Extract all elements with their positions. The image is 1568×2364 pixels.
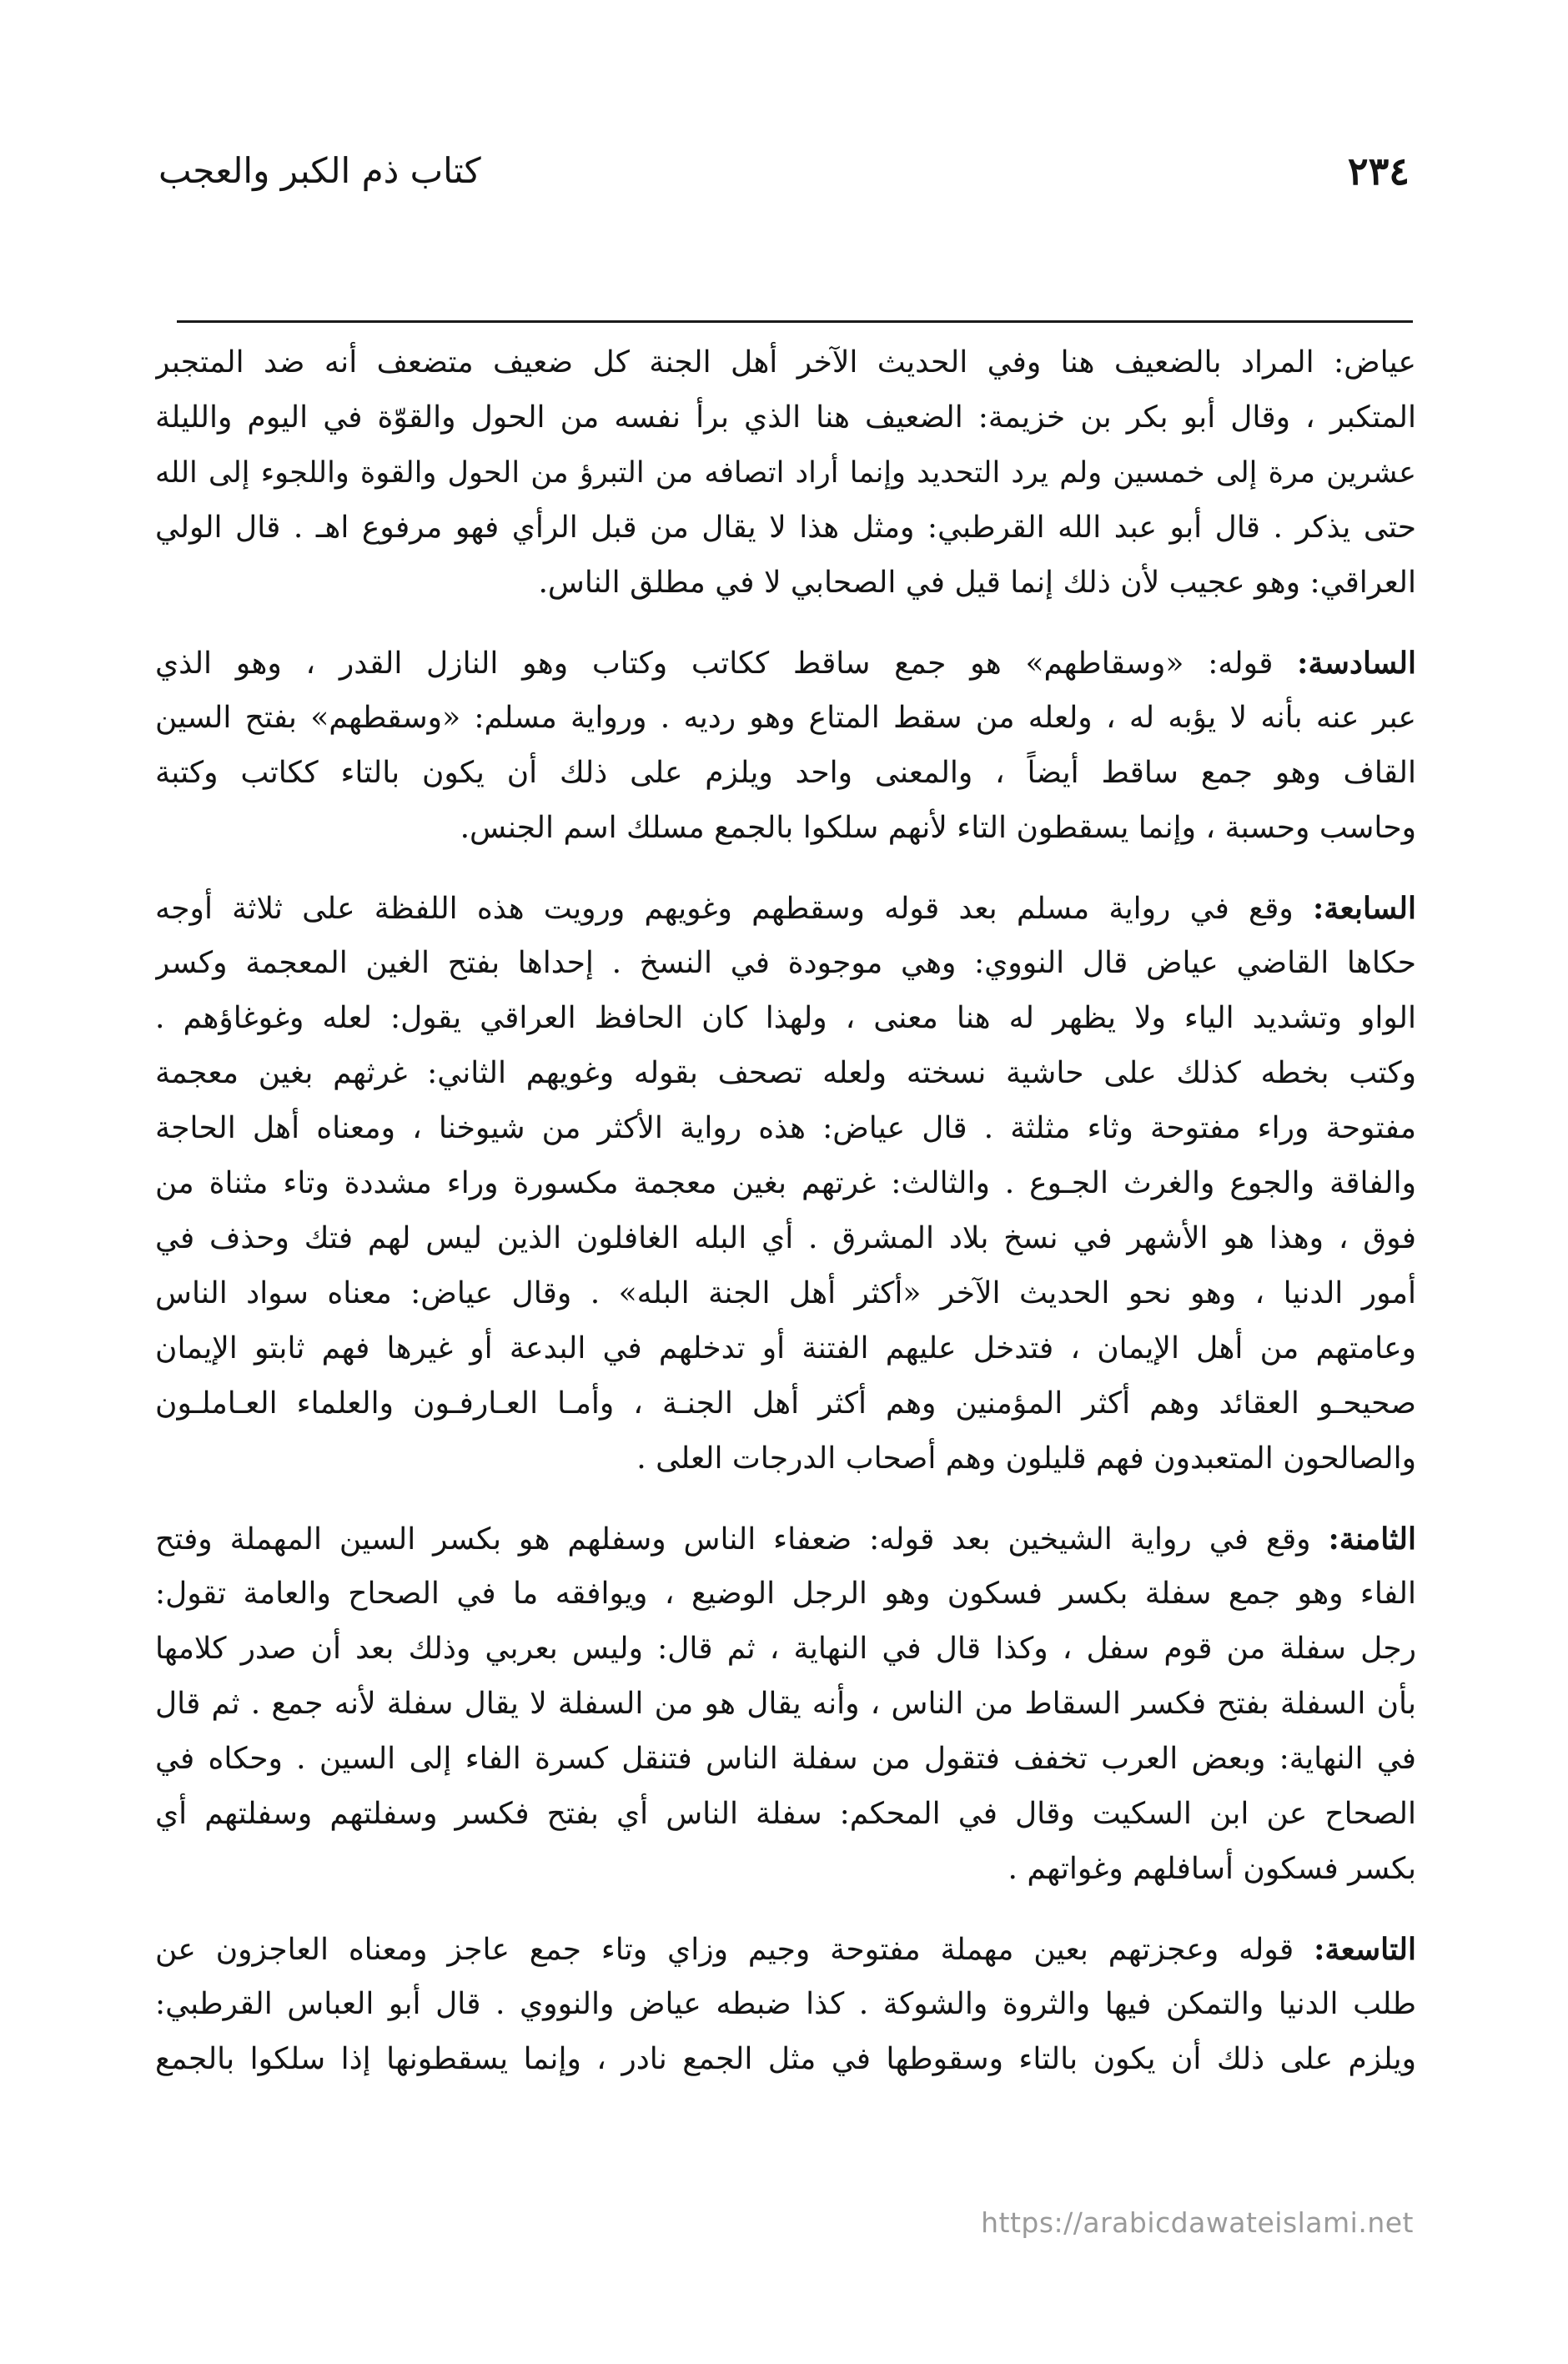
running-header <box>158 142 1410 200</box>
paragraph-ninth <box>155 1922 1416 2087</box>
text-line: حتى يذكر . قال أبو عبد الله القرطبي: ومثل هذا لا يقال من قبل الرأي فهو مرفوع اهـ . قال الولي <box>155 511 1416 545</box>
text-line: القاف وهو جمع ساقط أيضاً ، والمعنى واحد ويلزم على ذلك أن يكون بالتاء ككاتب وكتبة <box>155 756 1416 790</box>
text-line: والفاقة والجوع والغرث الجـوع . والثالث: غرتهم بغين معجمة مكسورة وراء مشددة وتاء مثناة من <box>155 1166 1416 1200</box>
text-line: مفتوحة وراء مفتوحة وثاء مثلثة . قال عياض: هذه رواية الأكثر من شيوخنا ، ومعناه أهل الحاجة <box>155 1111 1416 1145</box>
text-line: وعامتهم من أهل الإيمان ، فتدخل عليهم الفتنة أو تدخلهم في البدعة أو غيرها فهم ثابتو الإيمان <box>155 1331 1416 1366</box>
text-line: في النهاية: وبعض العرب تخفف فتقول من سفلة الناس فتنقل كسرة الفاء إلى السين . وحكاه في <box>155 1742 1416 1776</box>
text-line <box>155 881 1416 936</box>
text-line: وحاسب وحسبة ، وإنما يسقطون التاء لأنهم سلكوا بالجمع مسلك اسم الجنس. <box>460 811 1416 845</box>
text-line <box>155 1511 1416 1567</box>
paragraph-eighth <box>155 1511 1416 1897</box>
text-line-rest: وقع في رواية مسلم بعد قوله وسقطهم وغويهم ورويت هذه اللفظة على ثلاثة أوجه <box>155 892 1313 926</box>
text-line: العراقي: وهو عجيب لأن ذلك إنما قيل في الصحابي لا في مطلق الناس. <box>538 566 1416 600</box>
text-line: رجل سفلة من قوم سفل ، وكذا قال في النهاية ، ثم قال: وليس بعربي وذلك بعد أن صدر كلامها <box>155 1632 1416 1666</box>
text-line: ويلزم على ذلك أن يكون بالتاء وسقوطها في مثل الجمع نادر ، وإنما يسقطونها إذا سلكوا بالجمع <box>155 2042 1416 2076</box>
paragraph-lead: الثامنة: <box>1328 1522 1416 1557</box>
paragraph-lead: التاسعة: <box>1314 1932 1416 1967</box>
text-line: حكاها القاضي عياض قال النووي: وهي موجودة في النسخ . إحداها بفتح الغين المعجمة وكسر <box>155 946 1416 980</box>
paragraph-seventh <box>155 881 1416 1486</box>
header-rule <box>177 320 1413 323</box>
text-line: بأن السفلة بفتح فكسر السقاط من الناس ، وأنه يقال هو من السفلة لا يقال سفلة لأنه جمع . ثم قال <box>155 1687 1416 1721</box>
text-line-rest: قوله وعجزتهم بعين مهملة مفتوحة وجيم وزاي وتاء جمع عاجز ومعناه العاجزون عن <box>155 1933 1314 1967</box>
text-line: وكتب بخطه كذلك على حاشية نسخته ولعله تصحف بقوله وغويهم الثاني: غرثهم بغين معجمة <box>155 1056 1416 1090</box>
text-line <box>155 636 1416 691</box>
text-line: المتكبر ، وقال أبو بكر بن خزيمة: الضعيف هنا الذي برأ نفسه من الحول والقوّة في اليوم والليلة <box>155 400 1416 435</box>
body-text <box>155 335 1416 2112</box>
running-title: كتاب ذم الكبر والعجب <box>158 150 481 191</box>
text-line: عبر عنه بأنه لا يؤبه له ، ولعله من سقط المتاع وهو رديه . ورواية مسلم: «وسقطهم» بفتح السين <box>155 701 1416 735</box>
text-line: أمور الدنيا ، وهو نحو الحديث الآخر «أكثر أهل الجنة البله» . وقال عياض: معناه سواد الناس <box>155 1276 1416 1310</box>
paragraph-lead: السابعة: <box>1312 891 1416 926</box>
text-line: بكسر فسكون أسافلهم وغواتهم . <box>1008 1852 1416 1886</box>
text-line-rest: قوله: «وسقاطهم» هو جمع ساقط ككاتب وكتاب وهو النازل القدر ، وهو الذي <box>155 646 1298 681</box>
text-line: الصحاح عن ابن السكيت وقال في المحكم: سفلة الناس أي بفتح فكسر وسفلتهم وسفلتهم أي <box>155 1797 1416 1831</box>
text-line: فوق ، وهذا هو الأشهر في نسخ بلاد المشرق . أي البله الغافلون الذين ليس لهم فتك وحذف في <box>155 1221 1416 1255</box>
paragraph-sixth <box>155 636 1416 856</box>
text-line: الفاء وهو جمع سفلة بكسر فسكون وهو الرجل الوضيع ، ويوافقه ما في الصحاح والعامة تقول: <box>155 1577 1416 1611</box>
text-line <box>155 1922 1416 1977</box>
paragraph-commentary-intro <box>155 335 1416 611</box>
text-line: عياض: المراد بالضعيف هنا وفي الحديث الآخر أهل الجنة كل ضعيف متضعف أنه ضد المتجبر <box>155 345 1416 380</box>
text-line-rest: وقع في رواية الشيخين بعد قوله: ضعفاء الناس وسفلهم هو بكسر السين المهملة وفتح <box>155 1522 1329 1557</box>
text-line: طلب الدنيا والتمكن فيها والثروة والشوكة . كذا ضبطه عياض والنووي . قال أبو العباس القرطبي: <box>155 1987 1416 2021</box>
watermark-url: https://arabicdawateislami.net <box>981 2206 1414 2239</box>
text-line: عشرين مرة إلى خمسين ولم يرد التحديد وإنما أراد اتصافه من التبرؤ من الحول والقوة واللجوء إلى الله <box>155 456 1416 490</box>
paragraph-lead: السادسة: <box>1297 646 1416 681</box>
page-number: ٢٣٤ <box>1347 148 1410 194</box>
text-line: والصالحون المتعبدون فهم قليلون وهم أصحاب الدرجات العلى . <box>636 1441 1416 1476</box>
text-line: الواو وتشديد الياء ولا يظهر له هنا معنى ، ولهذا كان الحافظ العراقي يقول: لعله وغوغاؤهم . <box>155 1001 1416 1035</box>
text-line: صحيحـو العقائد وهم أكثر المؤمنين وهم أكثر أهل الجنـة ، وأمـا العـارفـون والعلماء العـاملـون <box>155 1386 1416 1421</box>
